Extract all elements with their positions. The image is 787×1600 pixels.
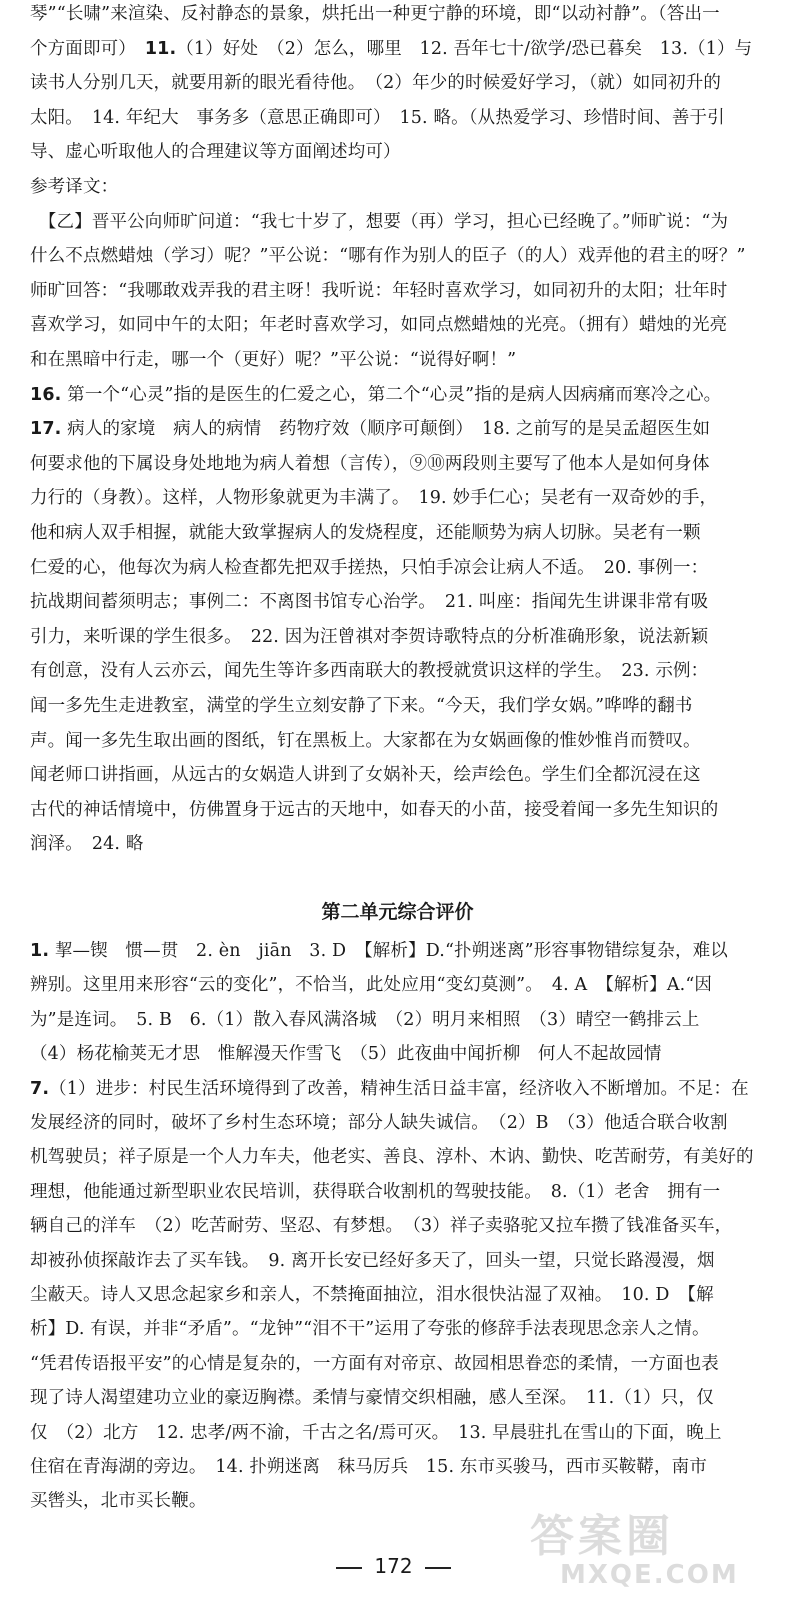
- line-text: 辆自己的洋车 （2）吃苦耐劳、坚忍、有梦想。 （3）祥子卖骆驼又拉车攒了钱准备买车，: [30, 1216, 733, 1237]
- line-text: 第一个“心灵”指的是医生的仁爱之心，第二个“心灵”指的是病人因病痛而寒冷之心。: [61, 384, 722, 405]
- line-text: 何要求他的下属设身处地地为病人着想（言传），⑨⑩两段则主要写了他本人是如何身体: [30, 453, 710, 474]
- watermark-title: 答案圈: [530, 1511, 674, 1562]
- text-line: [30, 245, 765, 267]
- text-line: [30, 591, 765, 613]
- line-text: 古代的神话情境中，仿佛置身于远古的天地中，如春天的小苗，接受着闻一多先生知识的: [30, 799, 719, 820]
- line-text: 润泽。 24. 略: [30, 834, 144, 855]
- text-line: [30, 487, 765, 509]
- line-text: 导、虚心听取他人的合理建议等方面阐述均可）: [30, 142, 401, 163]
- line-text: 琴”“长啸”来渲染、反衬静态的景象，烘托出一种更宁静的环境，即“以动衬静”。（答出一: [30, 4, 720, 24]
- text-line: [30, 557, 765, 579]
- text-line: [30, 3, 765, 25]
- question-number: 16.: [30, 384, 62, 405]
- text-line: [30, 418, 765, 440]
- line-text: 机驾驶员；祥子原是一个人力车夫，他老实、善良、淳朴、木讷、勤快、吃苦耐劳，有美好的: [30, 1147, 754, 1168]
- line-text: （1）好处 （2）怎么，哪里 12. 吾年七十/欲学/恐已暮矣 13.（1）与: [176, 38, 753, 59]
- line-text: 辨别。这里用来形容“云的变化”，不恰当，此处应用“变幻莫测”。 4. A 【解析】A.“因: [30, 975, 713, 996]
- text-line: [30, 1112, 765, 1134]
- text-line: [30, 1146, 765, 1168]
- line-text: （4）杨花榆荚无才思 惟解漫天作雪飞 （5）此夜曲中闻折柳 何人不起故园情: [30, 1044, 662, 1065]
- line-text: 和在黑暗中行走，哪一个（更好）呢？”平公说：“说得好啊！”: [30, 350, 517, 370]
- text-line: [30, 1456, 765, 1478]
- watermark-logo: [520, 1500, 780, 1595]
- text-line: [30, 1284, 765, 1306]
- line-text: 发展经济的同时，破坏了乡村生态环境；部分人缺失诚信。 （2）B （3）他适合联合收割: [30, 1113, 728, 1133]
- question-number: 11.: [144, 38, 177, 59]
- line-text: 析】D. 有误，并非“矛盾”。“龙钟”“泪不干”运用了夸张的修辞手法表现思念亲人之情。: [30, 1319, 710, 1340]
- text-line: [30, 280, 765, 302]
- text-line: [30, 1422, 765, 1444]
- text-line: [30, 764, 765, 786]
- text-line: [30, 1250, 765, 1272]
- line-text: 他和病人双手相握，就能大致掌握病人的发烧程度，还能顺势为病人切脉。吴老有一颗: [30, 523, 701, 543]
- text-line: [30, 349, 765, 371]
- text-line: [30, 384, 765, 406]
- line-text: “凭君传语报平安”的心情是复杂的，一方面有对帝京、故园相思眷恋的柔情，一方面也表: [30, 1353, 719, 1374]
- line-text: 师旷回答：“我哪敢戏弄我的君主呀！我听说：年轻时喜欢学习，如同初升的太阳；壮年时: [30, 280, 728, 301]
- watermark-url: MXQE.COM: [560, 1560, 739, 1590]
- question-number: 7.: [30, 1078, 50, 1099]
- line-text: 尘蔽天。诗人又思念起家乡和亲人，不禁掩面抽泣，泪水很快沾湿了双袖。 10. D 【解: [30, 1285, 714, 1305]
- line-text: 却被孙侦探敲诈去了买车钱。 9. 离开长安已经好多天了，回头一望，只觉长路漫漫，烟: [30, 1250, 715, 1271]
- text-line: [30, 1009, 765, 1031]
- text-line: [30, 107, 765, 129]
- line-text: 理想，他能通过新型职业农民培训，获得联合收割机的驾驶技能。 8.（1）老舍 拥有一: [30, 1181, 721, 1202]
- line-text: 买辔头，北市买长鞭。: [30, 1491, 207, 1512]
- text-line: [30, 176, 765, 198]
- text-line: [30, 314, 765, 336]
- text-line: [30, 1043, 765, 1065]
- text-line: [30, 660, 765, 682]
- text-line: [30, 695, 765, 717]
- line-text: （1）进步：村民生活环境得到了改善，精神生活日益丰富，经济收入不断增加。不足：在: [49, 1078, 749, 1099]
- line-text: 读书人分别几天，就要用新的眼光看待他。 （2）年少的时候爱好学习，（就）如同初升的: [30, 73, 722, 94]
- text-line: [30, 1353, 765, 1375]
- line-text: 病人的家境 病人的病情 药物疗效（顺序可颠倒） 18. 之前写的是吴孟超医生如: [61, 419, 711, 440]
- text-line: [30, 940, 765, 962]
- page-number-value: 172: [374, 1554, 413, 1578]
- line-text: 挈—锲 惯—贯 2. èn jiān 3. D 【解析】D.“扑朔迷离”形容事物错综复杂，难以: [49, 941, 728, 961]
- line-text: 声。闻一多先生取出画的图纸，钉在黑板上。大家都在为女娲画像的惟妙惟肖而赞叹。: [30, 730, 701, 751]
- page-number-right-dash: [425, 1567, 451, 1569]
- line-text: 为”是连词。 5. B 6.（1）散入春风满洛城 （2）明月来相照 （3）晴空一鹤排云上: [30, 1009, 700, 1030]
- text-line: [30, 38, 765, 60]
- line-text: 太阳。 14. 年纪大 事务多（意思正确即可） 15. 略。（从热爱学习、珍惜时间、善于引: [30, 107, 725, 128]
- line-text: 住宿在青海湖的旁边。 14. 扑朔迷离 秣马厉兵 15. 东市买骏马，西市买鞍鞯，南市: [30, 1457, 707, 1477]
- question-number: 17.: [30, 419, 62, 440]
- line-text: 引力，来听课的学生很多。 22. 因为汪曾祺对李贺诗歌特点的分析准确形象，说法新颖: [30, 626, 709, 647]
- text-line: [30, 141, 765, 163]
- text-line: [30, 730, 765, 752]
- text-line: [30, 833, 765, 855]
- line-text: 有创意，没有人云亦云，闻先生等许多西南联大的教授就赏识这样的学生。 23. 示例：: [30, 661, 709, 682]
- page-number-left-dash: [336, 1567, 362, 1569]
- line-text: 仅 （2）北方 12. 忠孝/两不渝，千古之名/焉可灭。 13. 早晨驻扎在雪山的下面，晚上: [30, 1422, 722, 1443]
- line-text: 闻老师口讲指画，从远古的女娲造人讲到了女娲补天，绘声绘色。学生们全都沉浸在这: [30, 765, 701, 786]
- text-line: [30, 72, 765, 94]
- line-text: 什么不点燃蜡烛（学习）呢？”平公说：“哪有作为别人的臣子（的人）戏弄他的君主的呀？”: [30, 246, 746, 267]
- line-text: 参考译文：: [30, 177, 119, 197]
- section-heading: 第二单元综合评价: [321, 901, 474, 923]
- line-text: 现了诗人渴望建功立业的豪迈胸襟。柔情与豪情交织相融，感人至深。 11.（1）只，仅: [30, 1388, 714, 1409]
- line-text: 力行的（身教）。这样，人物形象就更为丰满了。 19. 妙手仁心；吴老有一双奇妙的手，: [30, 488, 718, 509]
- text-line: [30, 211, 765, 233]
- text-line: [30, 1318, 765, 1340]
- text-line: [30, 974, 765, 996]
- line-prefix: 个方面即可）: [30, 38, 145, 59]
- text-line: [30, 1215, 765, 1237]
- line-text: 喜欢学习，如同中午的太阳；年老时喜欢学习，如同点燃蜡烛的光亮。（拥有）蜡烛的光亮: [30, 315, 728, 336]
- line-text: 【乙】晋平公向师旷问道：“我七十岁了，想要（再）学习，担心已经晚了。”师旷说：“为: [30, 211, 729, 232]
- text-line: [30, 522, 765, 544]
- text-line: [30, 1181, 765, 1203]
- line-text: 闻一多先生走进教室，满堂的学生立刻安静了下来。“今天，我们学女娲。”哗哗的翻书: [30, 696, 693, 716]
- line-text: 抗战期间蓄须明志；事例二：不离图书馆专心治学。 21. 叫座：指闻先生讲课非常有吸: [30, 592, 709, 613]
- text-line: [30, 453, 765, 475]
- line-text: 仁爱的心，他每次为病人检查都先把双手搓热，只怕手凉会让病人不适。 20. 事例一：: [30, 557, 709, 578]
- question-number: 1.: [30, 941, 50, 961]
- text-line: [30, 799, 765, 821]
- text-line: [30, 1387, 765, 1409]
- text-line: [30, 626, 765, 648]
- text-line: [30, 1078, 765, 1100]
